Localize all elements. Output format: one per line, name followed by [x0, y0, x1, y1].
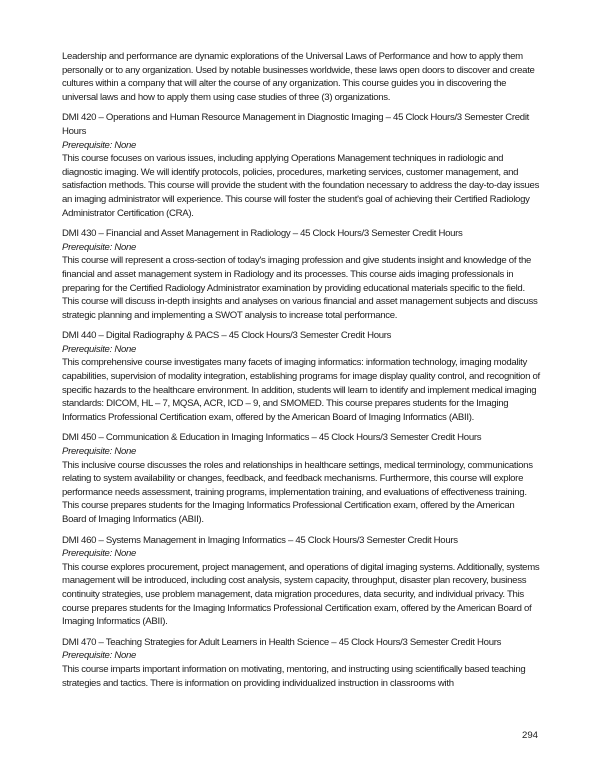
course-description: This course focuses on various issues, including applying Operations Management techniques in radiologic and diagnostic imaging. We will identify protocols, policies, procedures, marketing services, customer management, and satisfaction methods. This course will provide the student with the foundation necessary to address the day-to-day issues an imaging administrator will experience. This course will foster the student's goal of achieving their Certified Radiology Administrator Certification (CRA). [62, 153, 540, 219]
course-heading: DMI 420 – Operations and Human Resource Management in Diagnostic Imaging – 45 Clock Hours/3 Semester Credit Hours [62, 112, 530, 137]
course-section-dmi-430 [62, 227, 540, 322]
course-section-dmi-440 [62, 329, 540, 424]
course-prerequisite: Prerequisite: None [62, 241, 137, 253]
course-heading: DMI 460 – Systems Management in Imaging Informatics – 45 Clock Hours/3 Semester Credit Hours [62, 534, 458, 546]
course-prerequisite: Prerequisite: None [62, 139, 137, 151]
course-prerequisite: Prerequisite: None [62, 650, 137, 662]
course-heading: DMI 430 – Financial and Asset Management in Radiology – 45 Clock Hours/3 Semester Credit Hours [62, 228, 463, 240]
course-prerequisite: Prerequisite: None [62, 446, 137, 458]
page-content [62, 50, 540, 690]
course-prerequisite: Prerequisite: None [62, 343, 137, 355]
course-section-dmi-420 [62, 111, 540, 220]
course-section-dmi-450 [62, 431, 540, 526]
intro-paragraph: Leadership and performance are dynamic explorations of the Universal Laws of Performance and how to apply them personally or to any organization. Used by notable businesses worldwide, these laws open doors to discover and create cultures within a company that will alter the course of any organization. This course guides you in discovering the universal laws and how to apply them using case studies of three (3) organizations. [62, 51, 535, 103]
course-description: This course imparts important information on motivating, mentoring, and instructing using scientifically based teaching strategies and tactics. There is information on providing individualized instruction in classrooms with [62, 663, 526, 689]
course-heading: DMI 450 – Communication & Education in Imaging Informatics – 45 Clock Hours/3 Semester Credit Hours [62, 432, 482, 444]
course-heading: DMI 440 – Digital Radiography & PACS – 45 Clock Hours/3 Semester Credit Hours [62, 330, 392, 342]
course-description: This comprehensive course investigates many facets of imaging informatics: information technology, imaging modality capabilities, supervision of modality integration, establishing programs for image display quality control, and recognition of specific hazards to the healthcare environment. In addition, students will learn to identify and implement medical imaging standards: DICOM, HL – 7, MQSA, ACR, ICD – 9, and SMOMED. This course prepares students for the Imaging Informatics Professional Certification exam, offered by the American Board of Imaging Informatics (ABII). [62, 357, 540, 423]
course-prerequisite: Prerequisite: None [62, 548, 137, 560]
page-number: 294 [521, 730, 538, 741]
course-description: This course will represent a cross-section of today's imaging profession and give students insight and knowledge of the financial and asset management system in Radiology and its processes. This course aids imaging professionals in preparing for the Certified Radiology Administrator examination by providing educational materials specific to the field. This course will discuss in-depth insights and analyses on various financial and asset management subjects and discuss strategic planning and implementing a SWOT analysis to increase total performance. [62, 255, 538, 321]
course-heading: DMI 470 – Teaching Strategies for Adult Learners in Health Science – 45 Clock Hours/3 Semester Credit Hours [62, 636, 502, 648]
course-description: This course explores procurement, project management, and operations of digital imaging systems. Additionally, systems management will be introduced, including cost analysis, system capacity, throughput, disaster plan recovery, business continuity strategies, use problem management, data migration procedures, data security, and individual privacy. This course prepares students for the Imaging Informatics Professional Certification exam, offered by the American Board of Imaging Informatics (ABII). [62, 561, 540, 628]
course-section-dmi-460 [62, 534, 540, 629]
course-section-dmi-470 [62, 636, 540, 690]
course-description: This inclusive course discusses the roles and relationships in healthcare settings, medical terminology, communications relating to system availability or changes, feedback, and feedback mechanisms. Furthermore, this course will explore performance needs assessment, training programs, implementation training, and evaluations of effectiveness training. This course prepares students for the Imaging Informatics Professional Certification exam, offered by the American Board of Imaging Informatics (ABII). [62, 459, 533, 525]
